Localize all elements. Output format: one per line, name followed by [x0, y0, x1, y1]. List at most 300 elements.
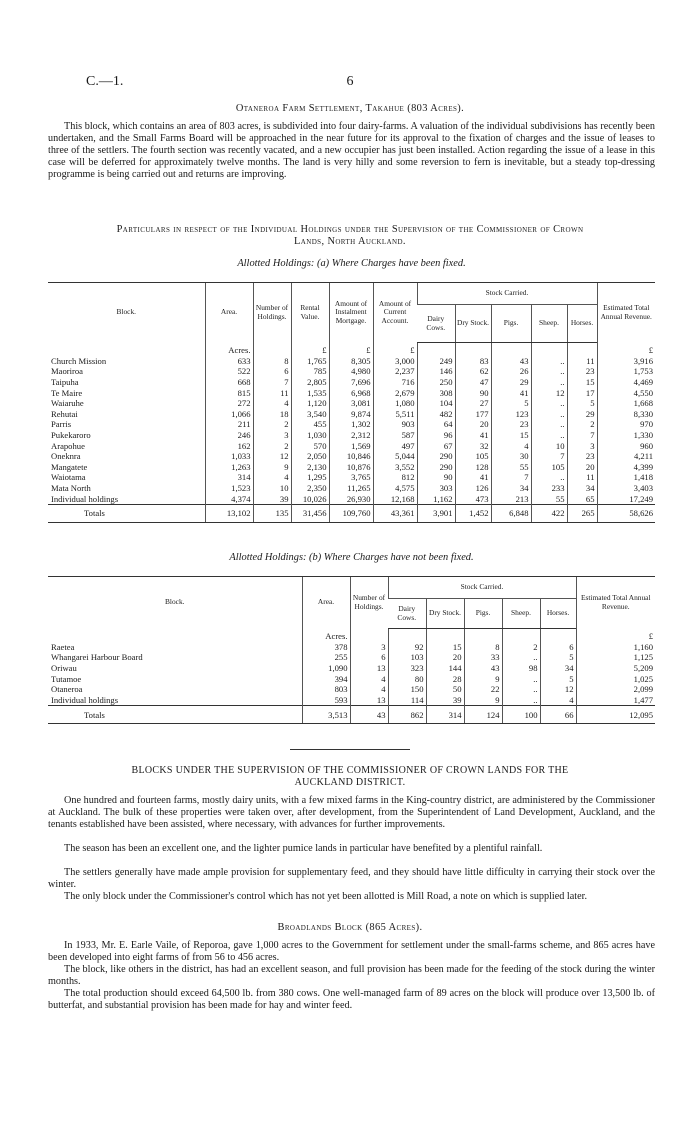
cell-pigs: 15 [491, 430, 531, 441]
cell-revenue: 4,399 [597, 462, 655, 473]
cell-sheep: .. [502, 684, 540, 695]
block-name: Waiotama [51, 472, 86, 483]
cell-dairy: 103 [388, 652, 426, 663]
cell-block [48, 642, 302, 653]
block-name: Oneknra [51, 451, 81, 462]
col-rental: Rental Value. [291, 283, 329, 343]
cell-holdings: 9 [253, 462, 291, 473]
cell-area: 211 [205, 419, 253, 430]
totals-label: Totals [48, 504, 205, 522]
cell-dairy: 249 [417, 356, 455, 367]
total-dairy: 3,901 [417, 504, 455, 522]
total-sheep: 100 [502, 706, 540, 724]
cell-holdings: 39 [253, 493, 291, 504]
auckland-paragraph-2: The season has been an excellent one, and the lighter pumice lands in particular have benefited by a plentiful rainfall. [64, 843, 543, 854]
cell-mortgage: 9,874 [329, 409, 373, 420]
cell-dry: 473 [455, 493, 491, 504]
block-name: Otaneroa [51, 684, 83, 695]
cell-pigs: 43 [464, 663, 502, 674]
col-area: Area. [205, 283, 253, 343]
block-name: Mata North [51, 483, 91, 494]
cell-pigs: 123 [491, 409, 531, 420]
cell-holdings: 4 [253, 472, 291, 483]
col-revenue: Estimated Total Annual Revenue. [597, 283, 655, 343]
cell-area: 1,090 [302, 663, 350, 674]
cell-dry: 47 [455, 377, 491, 388]
cell-area: 1,066 [205, 409, 253, 420]
cell-current: 1,080 [373, 398, 417, 409]
cell-holdings: 7 [253, 377, 291, 388]
cell-revenue: 2,099 [576, 684, 655, 695]
cell-mortgage: 11,265 [329, 483, 373, 494]
cell-mortgage: 10,876 [329, 462, 373, 473]
block-name: Church Mission [51, 355, 107, 366]
cell-block [48, 493, 205, 504]
cell-horses: 11 [567, 356, 597, 367]
cell-revenue: 8,330 [597, 409, 655, 420]
cell-area: 314 [205, 472, 253, 483]
cell-rental: 3,540 [291, 409, 329, 420]
cell-revenue: 1,330 [597, 430, 655, 441]
cell-horses: 23 [567, 451, 597, 462]
totals-row [48, 706, 655, 724]
report-reference: C.—1. [86, 74, 124, 89]
total-sheep: 422 [531, 504, 567, 522]
cell-area: 162 [205, 440, 253, 451]
cell-area: 815 [205, 387, 253, 398]
total-current: 43,361 [373, 504, 417, 522]
table-row [48, 642, 655, 653]
cell-dry: 50 [426, 684, 464, 695]
cell-rental: 455 [291, 419, 329, 430]
cell-dairy: 250 [417, 377, 455, 388]
cell-rental: 785 [291, 366, 329, 377]
cell-revenue: 3,403 [597, 483, 655, 494]
cell-dry: 90 [455, 387, 491, 398]
cell-area: 378 [302, 642, 350, 653]
cell-pigs: 9 [464, 673, 502, 684]
block-name: Taipuha [51, 377, 79, 388]
cell-holdings: 10 [253, 483, 291, 494]
block-name: Te Maire [51, 387, 83, 398]
cell-rental: 1,535 [291, 387, 329, 398]
cell-dairy: 104 [417, 398, 455, 409]
cell-block [48, 366, 205, 377]
block-name: Rehutai [51, 408, 78, 419]
total-pigs: 124 [464, 706, 502, 724]
cell-block [48, 409, 205, 420]
cell-horses: 7 [567, 430, 597, 441]
broadlands-paragraph-1: In 1933, Mr. E. Earle Vaile, of Reporoa, gave 1,000 acres to the Government for settlement under the small-farms scheme, and 865 acres have been developed into eight farms of from 56 to 456 acres. [48, 940, 655, 964]
cell-current: 903 [373, 419, 417, 430]
cell-revenue: 1,418 [597, 472, 655, 483]
cell-mortgage: 4,980 [329, 366, 373, 377]
table-row [48, 440, 655, 451]
cell-area: 1,523 [205, 483, 253, 494]
cell-horses: 20 [567, 462, 597, 473]
cell-block [48, 356, 205, 367]
cell-rental: 2,350 [291, 483, 329, 494]
table-row [48, 695, 655, 706]
cell-block [48, 398, 205, 409]
table-row [48, 387, 655, 398]
cell-pigs: 34 [491, 483, 531, 494]
table-b-charges-not-fixed [48, 576, 655, 724]
cell-rental: 1,120 [291, 398, 329, 409]
block-name: Mangatete [51, 461, 88, 472]
cell-dairy: 323 [388, 663, 426, 674]
cell-pigs: 7 [491, 472, 531, 483]
cell-mortgage: 6,968 [329, 387, 373, 398]
cell-pigs: 30 [491, 451, 531, 462]
total-holdings: 43 [350, 706, 388, 724]
col-dairy-cows: Dairy Cows. [388, 599, 426, 629]
col-holdings: Number of Holdings. [253, 283, 291, 343]
totals-row [48, 504, 655, 522]
otaneroa-heading: Otaneroa Farm Settlement, Takahue (803 Acres). [235, 103, 465, 114]
cell-holdings: 4 [253, 398, 291, 409]
table-row [48, 419, 655, 430]
cell-revenue: 4,550 [597, 387, 655, 398]
cell-block [48, 684, 302, 695]
cell-sheep: .. [531, 398, 567, 409]
cell-holdings: 11 [253, 387, 291, 398]
cell-dairy: 303 [417, 483, 455, 494]
cell-revenue: 960 [597, 440, 655, 451]
cell-revenue: 1,160 [576, 642, 655, 653]
cell-holdings: 8 [253, 356, 291, 367]
cell-current: 4,575 [373, 483, 417, 494]
block-name: Raetea [51, 641, 75, 652]
cell-dry: 41 [455, 472, 491, 483]
cell-current: 2,237 [373, 366, 417, 377]
cell-pigs: 4 [491, 440, 531, 451]
cell-dry: 177 [455, 409, 491, 420]
cell-current: 716 [373, 377, 417, 388]
cell-dry: 28 [426, 673, 464, 684]
cell-block [48, 451, 205, 462]
table-row [48, 673, 655, 684]
cell-block [48, 663, 302, 674]
cell-current: 3,552 [373, 462, 417, 473]
units-row: Acres. £ [48, 629, 655, 642]
cell-dairy: 1,162 [417, 493, 455, 504]
cell-horses: 15 [567, 377, 597, 388]
cell-holdings: 4 [350, 684, 388, 695]
cell-dry: 32 [455, 440, 491, 451]
cell-dairy: 482 [417, 409, 455, 420]
cell-sheep: 105 [531, 462, 567, 473]
table-row [48, 409, 655, 420]
block-name: Individual holdings [51, 493, 119, 504]
cell-dry: 83 [455, 356, 491, 367]
block-name: Parris [51, 419, 72, 430]
col-sheep: Sheep. [531, 305, 567, 343]
cell-current: 12,168 [373, 493, 417, 504]
table-row [48, 430, 655, 441]
particulars-heading: Particulars in respect of the Individual Holdings under the Supervision of the Commissioner of Crown Lands, North Auckland. [116, 224, 584, 247]
cell-current: 5,044 [373, 451, 417, 462]
col-pigs: Pigs. [464, 599, 502, 629]
cell-pigs: 23 [491, 419, 531, 430]
cell-rental: 1,030 [291, 430, 329, 441]
col-horses: Horses. [540, 599, 576, 629]
cell-holdings: 2 [253, 419, 291, 430]
cell-pigs: 33 [464, 652, 502, 663]
cell-sheep: .. [531, 409, 567, 420]
cell-dairy: 150 [388, 684, 426, 695]
table-row [48, 356, 655, 367]
cell-horses: 5 [540, 652, 576, 663]
cell-rental: 10,026 [291, 493, 329, 504]
auckland-paragraph-3: The settlers generally have made ample provision for supplementary feed, and they should have little difficulty in carrying their stock over the winter. [48, 867, 655, 891]
cell-block [48, 472, 205, 483]
col-revenue: Estimated Total Annual Revenue. [576, 577, 655, 629]
cell-area: 394 [302, 673, 350, 684]
total-area: 3,513 [302, 706, 350, 724]
col-horses: Horses. [567, 305, 597, 343]
block-name: Individual holdings [51, 694, 119, 705]
table-b-subtitle: Allotted Holdings: (b) Where Charges have not been fixed. [229, 552, 474, 563]
table-row [48, 493, 655, 504]
cell-current: 587 [373, 430, 417, 441]
cell-horses: 4 [540, 695, 576, 706]
cell-block [48, 430, 205, 441]
cell-revenue: 970 [597, 419, 655, 430]
cell-dairy: 96 [417, 430, 455, 441]
cell-revenue: 1,753 [597, 366, 655, 377]
cell-area: 803 [302, 684, 350, 695]
cell-area: 246 [205, 430, 253, 441]
table-row [48, 663, 655, 674]
cell-revenue: 1,125 [576, 652, 655, 663]
cell-area: 272 [205, 398, 253, 409]
cell-dairy: 290 [417, 451, 455, 462]
cell-area: 1,033 [205, 451, 253, 462]
cell-sheep: 7 [531, 451, 567, 462]
table-a-subtitle: Allotted Holdings: (a) Where Charges have been fixed. [237, 258, 466, 269]
section-divider [290, 749, 410, 750]
col-block: Block. [48, 577, 302, 629]
block-name: Oriwau [51, 663, 77, 674]
cell-dry: 144 [426, 663, 464, 674]
units-row: Acres. £ £ £ £ [48, 343, 655, 356]
cell-dairy: 308 [417, 387, 455, 398]
cell-current: 5,511 [373, 409, 417, 420]
cell-rental: 2,130 [291, 462, 329, 473]
cell-sheep: .. [531, 377, 567, 388]
cell-sheep: .. [531, 366, 567, 377]
total-horses: 66 [540, 706, 576, 724]
cell-pigs: 55 [491, 462, 531, 473]
col-dairy-cows: Dairy Cows. [417, 305, 455, 343]
block-name: Maoriroa [51, 366, 83, 377]
cell-dairy: 64 [417, 419, 455, 430]
cell-holdings: 18 [253, 409, 291, 420]
cell-dairy: 146 [417, 366, 455, 377]
cell-horses: 11 [567, 472, 597, 483]
cell-holdings: 12 [253, 451, 291, 462]
cell-area: 522 [205, 366, 253, 377]
auckland-paragraph-1: One hundred and fourteen farms, mostly dairy units, with a few mixed farms in the King-country district, are administered by the Commissioner at Auckland. The bulk of these properties were taken over, after development, from the Superintendent of Land Development, Auckland, and the tenants established have been assisted, where necessary, with advances for further improvements. [48, 795, 655, 831]
cell-rental: 570 [291, 440, 329, 451]
cell-block [48, 695, 302, 706]
cell-revenue: 4,469 [597, 377, 655, 388]
cell-current: 812 [373, 472, 417, 483]
cell-block [48, 440, 205, 451]
col-sheep: Sheep. [502, 599, 540, 629]
cell-pigs: 43 [491, 356, 531, 367]
cell-dry: 27 [455, 398, 491, 409]
cell-area: 255 [302, 652, 350, 663]
cell-horses: 17 [567, 387, 597, 398]
col-dry-stock: Dry Stock. [426, 599, 464, 629]
cell-horses: 5 [567, 398, 597, 409]
cell-area: 593 [302, 695, 350, 706]
total-revenue: 12,095 [576, 706, 655, 724]
cell-horses: 3 [567, 440, 597, 451]
cell-pigs: 8 [464, 642, 502, 653]
cell-area: 4,374 [205, 493, 253, 504]
cell-holdings: 6 [350, 652, 388, 663]
table-a-charges-fixed [48, 282, 655, 523]
cell-pigs: 26 [491, 366, 531, 377]
total-dry: 1,452 [455, 504, 491, 522]
cell-rental: 1,765 [291, 356, 329, 367]
cell-rental: 1,295 [291, 472, 329, 483]
block-name: Arapohue [51, 440, 85, 451]
cell-revenue: 1,025 [576, 673, 655, 684]
total-rental: 31,456 [291, 504, 329, 522]
cell-mortgage: 26,930 [329, 493, 373, 504]
cell-dry: 62 [455, 366, 491, 377]
cell-holdings: 13 [350, 695, 388, 706]
broadlands-paragraph-3: The total production should exceed 64,500 lb. from 380 cows. One well-managed farm of 89 acres on the block will produce over 13,500 lb. of butterfat, and substantial provision has been made for hay and winter feed. [48, 988, 655, 1012]
cell-revenue: 5,209 [576, 663, 655, 674]
cell-pigs: 5 [491, 398, 531, 409]
col-block: Block. [48, 283, 205, 343]
table-row [48, 472, 655, 483]
cell-sheep: .. [502, 652, 540, 663]
table-row [48, 398, 655, 409]
block-name: Waiaruhe [51, 398, 84, 409]
cell-horses: 65 [567, 493, 597, 504]
cell-holdings: 13 [350, 663, 388, 674]
cell-sheep: 233 [531, 483, 567, 494]
cell-horses: 23 [567, 366, 597, 377]
total-area: 13,102 [205, 504, 253, 522]
table-row [48, 462, 655, 473]
cell-revenue: 1,477 [576, 695, 655, 706]
block-name: Pukekaroro [51, 430, 91, 441]
cell-pigs: 41 [491, 387, 531, 398]
cell-pigs: 22 [464, 684, 502, 695]
block-name: Whangarei Harbour Board [51, 652, 143, 663]
cell-sheep: .. [531, 472, 567, 483]
cell-block [48, 387, 205, 398]
table-row [48, 684, 655, 695]
cell-dry: 15 [426, 642, 464, 653]
col-stock-carried: Stock Carried. [417, 283, 597, 305]
cell-current: 497 [373, 440, 417, 451]
cell-rental: 2,050 [291, 451, 329, 462]
cell-block [48, 483, 205, 494]
cell-dry: 20 [426, 652, 464, 663]
cell-sheep: .. [502, 673, 540, 684]
total-pigs: 6,848 [491, 504, 531, 522]
cell-holdings: 2 [253, 440, 291, 451]
cell-horses: 2 [567, 419, 597, 430]
cell-current: 3,000 [373, 356, 417, 367]
cell-sheep: 55 [531, 493, 567, 504]
total-horses: 265 [567, 504, 597, 522]
cell-revenue: 3,916 [597, 356, 655, 367]
cell-dairy: 67 [417, 440, 455, 451]
cell-mortgage: 7,696 [329, 377, 373, 388]
block-name: Tutamoe [51, 673, 82, 684]
broadlands-paragraph-2: The block, like others in the district, has had an excellent season, and full provision has been made for the feeding of the stock during the winter months. [48, 964, 655, 988]
total-dairy: 862 [388, 706, 426, 724]
cell-mortgage: 10,846 [329, 451, 373, 462]
col-pigs: Pigs. [491, 305, 531, 343]
col-mortgage: Amount of Instalment Mortgage. [329, 283, 373, 343]
col-stock-carried: Stock Carried. [388, 577, 576, 599]
cell-horses: 5 [540, 673, 576, 684]
table-row [48, 483, 655, 494]
col-area: Area. [302, 577, 350, 629]
auckland-heading: BLOCKS UNDER THE SUPERVISION OF THE COMMISSIONER OF CROWN LANDS FOR THE AUCKLAND DISTRICT. [131, 765, 569, 788]
cell-revenue: 17,249 [597, 493, 655, 504]
cell-sheep: 12 [531, 387, 567, 398]
cell-pigs: 9 [464, 695, 502, 706]
cell-holdings: 3 [253, 430, 291, 441]
cell-dairy: 80 [388, 673, 426, 684]
cell-sheep: 98 [502, 663, 540, 674]
cell-horses: 12 [540, 684, 576, 695]
table-row [48, 377, 655, 388]
cell-dry: 105 [455, 451, 491, 462]
cell-mortgage: 1,569 [329, 440, 373, 451]
cell-block [48, 377, 205, 388]
total-dry: 314 [426, 706, 464, 724]
cell-mortgage: 2,312 [329, 430, 373, 441]
cell-dairy: 290 [417, 462, 455, 473]
cell-current: 2,679 [373, 387, 417, 398]
cell-sheep: .. [502, 695, 540, 706]
cell-dairy: 114 [388, 695, 426, 706]
cell-mortgage: 1,302 [329, 419, 373, 430]
cell-area: 633 [205, 356, 253, 367]
cell-dry: 39 [426, 695, 464, 706]
total-holdings: 135 [253, 504, 291, 522]
cell-horses: 29 [567, 409, 597, 420]
cell-dairy: 90 [417, 472, 455, 483]
cell-sheep: 2 [502, 642, 540, 653]
cell-block [48, 419, 205, 430]
page-header [86, 74, 614, 92]
total-revenue: 58,626 [597, 504, 655, 522]
cell-revenue: 4,211 [597, 451, 655, 462]
totals-label: Totals [48, 706, 302, 724]
cell-block [48, 673, 302, 684]
cell-horses: 34 [540, 663, 576, 674]
total-mortgage: 109,760 [329, 504, 373, 522]
cell-sheep: .. [531, 430, 567, 441]
cell-dry: 20 [455, 419, 491, 430]
cell-dry: 126 [455, 483, 491, 494]
cell-rental: 2,805 [291, 377, 329, 388]
col-current-account: Amount of Current Account. [373, 283, 417, 343]
